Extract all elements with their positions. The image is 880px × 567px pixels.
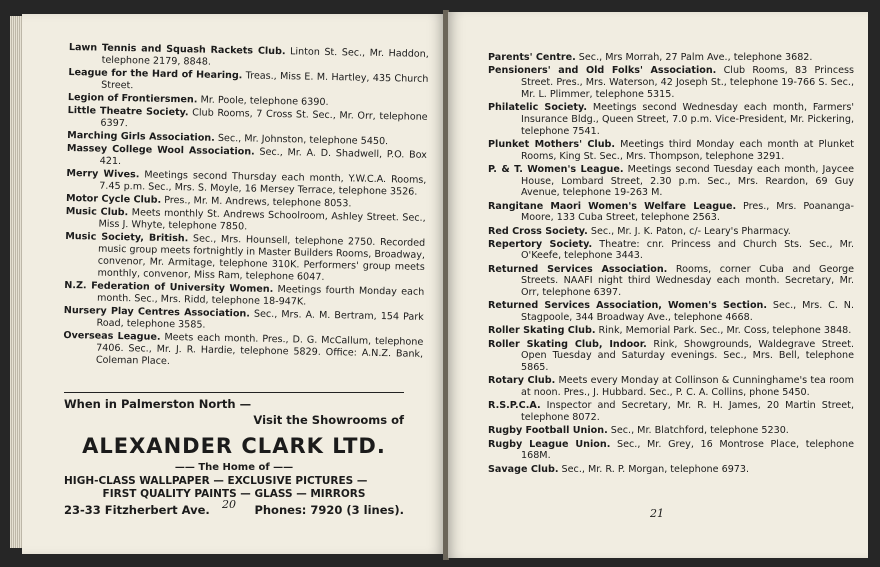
entry-organisation-name: Little Theatre Society. [67, 105, 189, 119]
entry-details: Meetings second Thursday each month, Y.W.C.A. Rooms, 7.45 p.m. Sec., Mrs. S. Moyle, 16 Mersey Terrace, telephone 3526. [99, 169, 427, 198]
ad-intro: When in Palmerston North — [64, 397, 252, 411]
entry-details: Sec., Mr. Grey, 16 Montrose Place, telephone 168M. [521, 438, 854, 462]
entry-organisation-name: Motor Cycle Club. [65, 193, 162, 207]
right-page [448, 12, 868, 558]
entry-organisation-name: Savage Club. [488, 463, 559, 475]
entry-details: Theatre: cnr. Princess and Church Sts. Sec., Mr. O'Keefe, telephone 3443. [521, 238, 854, 262]
directory-entry [488, 139, 854, 163]
left-page [22, 14, 444, 554]
entry-organisation-name: Legion of Frontiersmen. [67, 91, 198, 106]
page-number-right: 21 [650, 507, 664, 520]
entry-organisation-name: Pensioners' and Old Folks' Association. [488, 65, 717, 77]
ad-home-of: —— The Home of —— [174, 462, 294, 473]
entry-organisation-name: Roller Skating Club. [488, 325, 596, 337]
directory-entry [488, 226, 854, 238]
directory-entry [488, 300, 854, 324]
entry-details: Sec., Mr. J. K. Paton, c/- Leary's Pharmacy. [587, 225, 791, 237]
entry-organisation-name: Massey College Wool Association. [66, 143, 255, 158]
entry-organisation-name: Parents' Centre. [488, 52, 576, 63]
ad-address: 23-33 Fitzherbert Ave. [64, 503, 210, 517]
entry-details: Sec., Mr. Johnston, telephone 5450. [214, 132, 389, 148]
directory-entry [488, 439, 854, 463]
directory-entry [488, 464, 854, 476]
entry-organisation-name: Roller Skating Club, Indoor. [488, 338, 647, 350]
ad-phones: Phones: 7920 (3 lines). [254, 503, 404, 517]
entry-organisation-name: Returned Services Association. [488, 263, 668, 275]
ad-products-line-1: HIGH-CLASS WALLPAPER — EXCLUSIVE PICTURES — [64, 475, 368, 487]
entry-details: Mr. Poole, telephone 6390. [197, 94, 329, 108]
directory-entry [488, 425, 854, 437]
entry-organisation-name: Plunket Mothers' Club. [488, 138, 616, 150]
entry-details: Rooms, corner Cuba and George Streets. NAAFI night third Wednesday each month. Secretary, Mr. Orr, telephone 6397. [521, 263, 854, 299]
entry-organisation-name: Rangitane Maori Women's Welfare League. [488, 200, 737, 212]
directory-entry [488, 375, 854, 399]
entry-organisation-name: League for the Hard of Hearing. [68, 66, 243, 82]
entry-organisation-name: Philatelic Society. [488, 101, 587, 113]
directory-entry [488, 201, 854, 225]
entry-details: Meets monthly St. Andrews Schoolroom, Ashley Street. Sec., Miss J. Whyte, telephone 7850. [98, 207, 426, 233]
directory-entry [488, 339, 854, 374]
entry-organisation-name: Rugby Football Union. [488, 425, 608, 437]
entry-organisation-name: Music Club. [65, 206, 129, 219]
entry-details: Meetings second Wednesday each month, Farmers' Insurance Bldg., Queen Street, 7.0 p.m. Vice-President, Mr. Pickering, telephone 7541. [521, 101, 854, 137]
entry-organisation-name: Rugby League Union. [488, 438, 611, 450]
directory-entry [488, 325, 854, 337]
directory-entry [63, 330, 424, 372]
directory-entry [488, 239, 854, 263]
entry-details: Meets each month. Pres., D. G. McCallum, telephone 7406. Sec., Mr. J. R. Hardie, telephone 5829. Office: A.N.Z. Bank, Coleman Place. [95, 331, 424, 367]
entry-details: Linton St. Sec., Mr. Haddon, telephone 2179, 8848. [101, 46, 429, 68]
entry-details: Meetings fourth Monday each month. Sec., Mrs. Ridd, telephone 18-947K. [96, 284, 425, 308]
entry-details: Pres., Mrs. Poananga-Moore, 133 Cuba Street, telephone 2563. [521, 200, 854, 224]
directory-entry [64, 231, 425, 285]
entry-organisation-name: Rotary Club. [488, 375, 556, 387]
entry-details: Club Rooms, 7 Cross St. Sec., Mr. Orr, telephone 6397. [100, 107, 428, 130]
entry-details: Club Rooms, 83 Princess Street. Pres., Mrs. Waterson, 42 Joseph St., telephone 19-766 S. Sec., Mr. L. Plimmer, telephone 5315. [521, 65, 854, 100]
left-directory-list [63, 42, 429, 374]
entry-details: Treas., Miss E. M. Hartley, 435 Church Street. [101, 70, 429, 92]
entry-organisation-name: Repertory Society. [488, 238, 593, 250]
entry-organisation-name: Merry Wives. [66, 168, 140, 181]
entry-details: Sec., Mr. A. D. Shadwell, P.O. Box 421. [99, 146, 427, 168]
entry-organisation-name: Music Society, British. [65, 231, 189, 245]
right-directory-list [488, 52, 854, 477]
ad-company-name: ALEXANDER CLARK LTD. [82, 434, 386, 458]
entry-details: Meetings second Tuesday each month, Jaycee House, Lombard Street, 2.30 p.m. Sec., Mrs. Reardon, 69 Guy Avenue, telephone 19-263 M. [521, 163, 854, 199]
entry-details: Meetings third Monday each month at Plunket Rooms, King St. Sec., Mrs. Thompson, telephone 3291. [521, 138, 854, 162]
directory-entry [488, 400, 854, 424]
ad-visit: Visit the Showrooms of [253, 413, 404, 427]
entry-organisation-name: Marching Girls Association. [67, 130, 215, 144]
entry-details: Sec., Mrs Morrah, 27 Palm Ave., telephone 3682. [575, 52, 813, 63]
entry-organisation-name: P. & T. Women's League. [488, 163, 624, 175]
entry-organisation-name: N.Z. Federation of University Women. [64, 280, 274, 296]
directory-entry [488, 52, 854, 64]
ad-products-line-2: FIRST QUALITY PAINTS — GLASS — MIRRORS [102, 488, 366, 500]
entry-organisation-name: Returned Services Association, Women's Section. [488, 300, 768, 312]
entry-organisation-name: Lawn Tennis and Squash Rackets Club. [68, 42, 286, 58]
entry-details: Inspector and Secretary, Mr. R. H. James, 20 Martin Street, telephone 8072. [521, 400, 854, 424]
entry-details: Sec., Mrs. Hounsell, telephone 2750. Recorded music group meets fortnightly in Master Builders Rooms, Broadway, convenor, Mr. Armitage, telephone 310K. Performers' group meets monthly, convenor, Miss Ram, telephone 6047. [97, 233, 426, 283]
entry-details: Meets every Monday at Collinson & Cunninghame's tea room at noon. Pres., J. Hubbard. Sec., P. C. A. Collins, phone 5450. [521, 375, 854, 399]
entry-details: Pres., Mr. M. Andrews, telephone 8053. [161, 195, 352, 210]
entry-organisation-name: Overseas League. [63, 329, 161, 343]
page-number-left: 20 [222, 498, 236, 511]
directory-entry [488, 65, 854, 100]
directory-entry [488, 102, 854, 137]
entry-details: Sec., Mrs. C. N. Stagpoole, 344 Broadway Ave., telephone 4668. [521, 300, 854, 324]
entry-details: Rink, Showgrounds, Waldegrave Street. Open Tuesday and Saturday evenings. Sec., Mrs. Bell, telephone 5865. [521, 338, 855, 374]
entry-details: Sec., Mr. R. P. Morgan, telephone 6973. [558, 463, 750, 475]
entry-organisation-name: Nursery Play Centres Association. [63, 304, 251, 320]
directory-entry [488, 164, 854, 199]
entry-organisation-name: R.S.P.C.A. [488, 400, 541, 412]
entry-details: Sec., Mr. Blatchford, telephone 5230. [607, 425, 789, 437]
directory-entry [488, 264, 854, 299]
entry-details: Sec., Mrs. A. M. Bertram, 154 Park Road, telephone 3585. [96, 308, 424, 331]
entry-details: Rink, Memorial Park. Sec., Mr. Coss, telephone 3848. [595, 325, 852, 337]
entry-organisation-name: Red Cross Society. [488, 225, 588, 237]
